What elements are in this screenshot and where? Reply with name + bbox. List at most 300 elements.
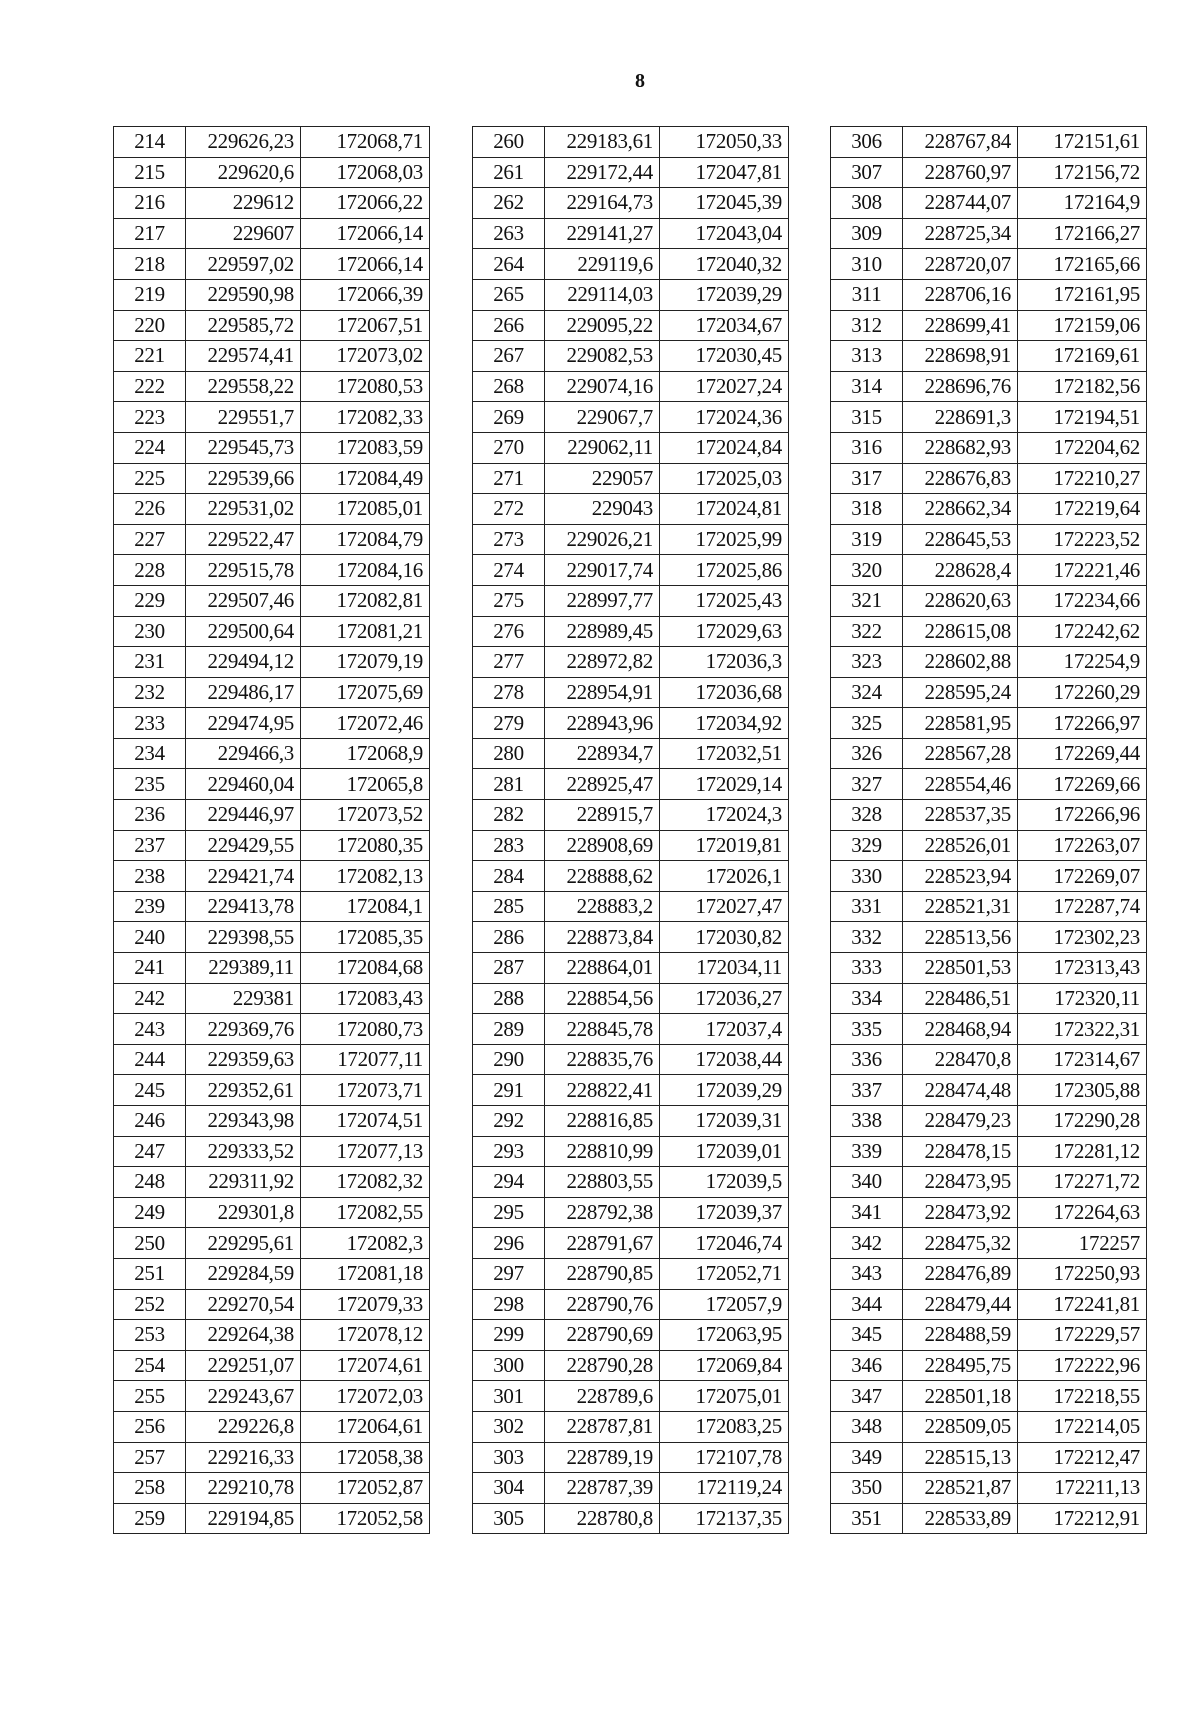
table-row [473,1197,789,1228]
y-coordinate-cell: 172066,22 [301,188,430,219]
y-coordinate-cell: 172079,19 [301,647,430,678]
table-row [114,585,430,616]
x-coordinate-cell: 229381 [186,983,301,1014]
table-row [831,157,1147,188]
x-coordinate-cell: 228810,99 [545,1136,660,1167]
x-coordinate-cell: 228816,85 [545,1106,660,1137]
table-row [114,800,430,831]
table-row [831,1320,1147,1351]
y-coordinate-cell: 172074,51 [301,1106,430,1137]
x-coordinate-cell: 229413,78 [186,891,301,922]
table-row [114,1320,430,1351]
table-row [831,1442,1147,1473]
table-row [473,1075,789,1106]
x-coordinate-cell: 228989,45 [545,616,660,647]
x-coordinate-cell: 229585,72 [186,310,301,341]
x-coordinate-cell: 229264,38 [186,1320,301,1351]
y-coordinate-cell: 172039,01 [660,1136,789,1167]
point-number-cell: 302 [473,1411,545,1442]
table-row [473,1411,789,1442]
y-coordinate-cell: 172084,49 [301,463,430,494]
y-coordinate-cell: 172027,24 [660,371,789,402]
point-number-cell: 251 [114,1258,186,1289]
table-row [114,463,430,494]
table-row [114,1106,430,1137]
x-coordinate-cell: 229194,85 [186,1503,301,1534]
table-row [831,1350,1147,1381]
y-coordinate-cell: 172040,32 [660,249,789,280]
table-row [114,127,430,158]
point-number-cell: 312 [831,310,903,341]
table-row [473,279,789,310]
point-number-cell: 271 [473,463,545,494]
y-coordinate-cell: 172058,38 [301,1442,430,1473]
x-coordinate-cell: 228943,96 [545,708,660,739]
y-coordinate-cell: 172037,4 [660,1014,789,1045]
y-coordinate-cell: 172067,51 [301,310,430,341]
x-coordinate-cell: 228934,7 [545,738,660,769]
x-coordinate-cell: 229352,61 [186,1075,301,1106]
y-coordinate-cell: 172159,06 [1018,310,1147,341]
x-coordinate-cell: 229226,8 [186,1411,301,1442]
x-coordinate-cell: 229251,07 [186,1350,301,1381]
table-row [473,310,789,341]
y-coordinate-cell: 172024,3 [660,800,789,831]
point-number-cell: 330 [831,861,903,892]
x-coordinate-cell: 228720,07 [903,249,1018,280]
table-row [473,708,789,739]
point-number-cell: 314 [831,371,903,402]
x-coordinate-cell: 228515,13 [903,1442,1018,1473]
x-coordinate-cell: 228615,08 [903,616,1018,647]
table-row [831,1381,1147,1412]
y-coordinate-cell: 172218,55 [1018,1381,1147,1412]
table-row [473,1167,789,1198]
table-row [114,1044,430,1075]
point-number-cell: 293 [473,1136,545,1167]
point-number-cell: 301 [473,1381,545,1412]
table-row [114,402,430,433]
point-number-cell: 351 [831,1503,903,1534]
point-number-cell: 319 [831,524,903,555]
table-row [831,1106,1147,1137]
table-row [473,402,789,433]
y-coordinate-cell: 172078,12 [301,1320,430,1351]
point-number-cell: 304 [473,1473,545,1504]
point-number-cell: 239 [114,891,186,922]
point-number-cell: 224 [114,432,186,463]
x-coordinate-cell: 228470,8 [903,1044,1018,1075]
y-coordinate-cell: 172211,13 [1018,1473,1147,1504]
point-number-cell: 303 [473,1442,545,1473]
table-row [831,279,1147,310]
point-number-cell: 321 [831,585,903,616]
y-coordinate-cell: 172039,31 [660,1106,789,1137]
y-coordinate-cell: 172063,95 [660,1320,789,1351]
y-coordinate-cell: 172260,29 [1018,677,1147,708]
y-coordinate-cell: 172212,47 [1018,1442,1147,1473]
table-row [114,279,430,310]
point-number-cell: 339 [831,1136,903,1167]
point-number-cell: 299 [473,1320,545,1351]
table-row [831,1503,1147,1534]
y-coordinate-cell: 172034,67 [660,310,789,341]
table-row [114,1503,430,1534]
point-number-cell: 333 [831,953,903,984]
y-coordinate-cell: 172085,35 [301,922,430,953]
x-coordinate-cell: 228620,63 [903,585,1018,616]
point-number-cell: 257 [114,1442,186,1473]
table-row [831,922,1147,953]
x-coordinate-cell: 229494,12 [186,647,301,678]
y-coordinate-cell: 172034,92 [660,708,789,739]
y-coordinate-cell: 172287,74 [1018,891,1147,922]
x-coordinate-cell: 228495,75 [903,1350,1018,1381]
table-row [473,1136,789,1167]
table-row [114,157,430,188]
point-number-cell: 267 [473,341,545,372]
y-coordinate-cell: 172057,9 [660,1289,789,1320]
point-number-cell: 226 [114,494,186,525]
y-coordinate-cell: 172314,67 [1018,1044,1147,1075]
point-number-cell: 263 [473,218,545,249]
y-coordinate-cell: 172302,23 [1018,922,1147,953]
point-number-cell: 324 [831,677,903,708]
x-coordinate-cell: 228888,62 [545,861,660,892]
point-number-cell: 273 [473,524,545,555]
point-number-cell: 305 [473,1503,545,1534]
y-coordinate-cell: 172047,81 [660,157,789,188]
x-coordinate-cell: 229597,02 [186,249,301,280]
y-coordinate-cell: 172305,88 [1018,1075,1147,1106]
x-coordinate-cell: 228790,85 [545,1258,660,1289]
table-row [114,1014,430,1045]
y-coordinate-cell: 172210,27 [1018,463,1147,494]
point-number-cell: 288 [473,983,545,1014]
x-coordinate-cell: 228501,53 [903,953,1018,984]
table-row [114,708,430,739]
point-number-cell: 250 [114,1228,186,1259]
x-coordinate-cell: 228698,91 [903,341,1018,372]
table-row [473,616,789,647]
point-number-cell: 336 [831,1044,903,1075]
x-coordinate-cell: 229398,55 [186,922,301,953]
point-number-cell: 346 [831,1350,903,1381]
x-coordinate-cell: 228780,8 [545,1503,660,1534]
point-number-cell: 322 [831,616,903,647]
table-row [114,953,430,984]
x-coordinate-cell: 229460,04 [186,769,301,800]
x-coordinate-cell: 228789,19 [545,1442,660,1473]
coordinates-table-2 [472,126,789,1534]
y-coordinate-cell: 172194,51 [1018,402,1147,433]
x-coordinate-cell: 229612 [186,188,301,219]
point-number-cell: 244 [114,1044,186,1075]
point-number-cell: 290 [473,1044,545,1075]
x-coordinate-cell: 229522,47 [186,524,301,555]
y-coordinate-cell: 172271,72 [1018,1167,1147,1198]
x-coordinate-cell: 228925,47 [545,769,660,800]
x-coordinate-cell: 228864,01 [545,953,660,984]
table-row [473,647,789,678]
y-coordinate-cell: 172068,03 [301,157,430,188]
table-row [114,616,430,647]
y-coordinate-cell: 172019,81 [660,830,789,861]
point-number-cell: 231 [114,647,186,678]
y-coordinate-cell: 172025,03 [660,463,789,494]
table-row [831,524,1147,555]
x-coordinate-cell: 229243,67 [186,1381,301,1412]
table-row [114,494,430,525]
y-coordinate-cell: 172257 [1018,1228,1147,1259]
table-row [473,738,789,769]
x-coordinate-cell: 228595,24 [903,677,1018,708]
x-coordinate-cell: 228790,69 [545,1320,660,1351]
table-row [473,432,789,463]
point-number-cell: 253 [114,1320,186,1351]
table-row [473,1014,789,1045]
x-coordinate-cell: 228581,95 [903,708,1018,739]
point-number-cell: 280 [473,738,545,769]
y-coordinate-cell: 172043,04 [660,218,789,249]
x-coordinate-cell: 229590,98 [186,279,301,310]
point-number-cell: 323 [831,647,903,678]
x-coordinate-cell: 228915,7 [545,800,660,831]
x-coordinate-cell: 229343,98 [186,1106,301,1137]
x-coordinate-cell: 228521,87 [903,1473,1018,1504]
table-row [473,983,789,1014]
point-number-cell: 334 [831,983,903,1014]
table-row [831,1167,1147,1198]
y-coordinate-cell: 172069,84 [660,1350,789,1381]
y-coordinate-cell: 172073,52 [301,800,430,831]
y-coordinate-cell: 172204,62 [1018,432,1147,463]
table-row [114,891,430,922]
x-coordinate-cell: 229164,73 [545,188,660,219]
table-row [114,524,430,555]
point-number-cell: 298 [473,1289,545,1320]
table-row [831,1258,1147,1289]
table-row [473,769,789,800]
x-coordinate-cell: 228854,56 [545,983,660,1014]
table-row [473,1289,789,1320]
y-coordinate-cell: 172264,63 [1018,1197,1147,1228]
y-coordinate-cell: 172164,9 [1018,188,1147,219]
x-coordinate-cell: 228676,83 [903,463,1018,494]
x-coordinate-cell: 228468,94 [903,1014,1018,1045]
x-coordinate-cell: 228696,76 [903,371,1018,402]
y-coordinate-cell: 172024,36 [660,402,789,433]
x-coordinate-cell: 229359,63 [186,1044,301,1075]
table-row [831,463,1147,494]
point-number-cell: 247 [114,1136,186,1167]
x-coordinate-cell: 229119,6 [545,249,660,280]
x-coordinate-cell: 228523,94 [903,861,1018,892]
x-coordinate-cell: 229558,22 [186,371,301,402]
table-row [473,1350,789,1381]
table-row [831,953,1147,984]
point-number-cell: 289 [473,1014,545,1045]
x-coordinate-cell: 228533,89 [903,1503,1018,1534]
y-coordinate-cell: 172269,07 [1018,861,1147,892]
y-coordinate-cell: 172269,66 [1018,769,1147,800]
point-number-cell: 218 [114,249,186,280]
point-number-cell: 325 [831,708,903,739]
x-coordinate-cell: 228474,48 [903,1075,1018,1106]
x-coordinate-cell: 229474,95 [186,708,301,739]
point-number-cell: 320 [831,555,903,586]
x-coordinate-cell: 229507,46 [186,585,301,616]
y-coordinate-cell: 172024,84 [660,432,789,463]
x-coordinate-cell: 229284,59 [186,1258,301,1289]
point-number-cell: 306 [831,127,903,158]
table-row [114,188,430,219]
y-coordinate-cell: 172072,46 [301,708,430,739]
table-row [114,1197,430,1228]
table-row [831,555,1147,586]
y-coordinate-cell: 172077,11 [301,1044,430,1075]
x-coordinate-cell: 228725,34 [903,218,1018,249]
x-coordinate-cell: 228790,28 [545,1350,660,1381]
x-coordinate-cell: 228997,77 [545,585,660,616]
y-coordinate-cell: 172068,9 [301,738,430,769]
x-coordinate-cell: 228972,82 [545,647,660,678]
x-coordinate-cell: 228760,97 [903,157,1018,188]
x-coordinate-cell: 229515,78 [186,555,301,586]
y-coordinate-cell: 172182,56 [1018,371,1147,402]
x-coordinate-cell: 229210,78 [186,1473,301,1504]
point-number-cell: 342 [831,1228,903,1259]
table-row [831,1075,1147,1106]
y-coordinate-cell: 172079,33 [301,1289,430,1320]
point-number-cell: 294 [473,1167,545,1198]
y-coordinate-cell: 172212,91 [1018,1503,1147,1534]
x-coordinate-cell: 228792,38 [545,1197,660,1228]
point-number-cell: 249 [114,1197,186,1228]
y-coordinate-cell: 172084,79 [301,524,430,555]
table-row [473,800,789,831]
point-number-cell: 237 [114,830,186,861]
point-number-cell: 235 [114,769,186,800]
y-coordinate-cell: 172083,25 [660,1411,789,1442]
y-coordinate-cell: 172234,66 [1018,585,1147,616]
x-coordinate-cell: 228787,81 [545,1411,660,1442]
table-row [831,494,1147,525]
x-coordinate-cell: 229295,61 [186,1228,301,1259]
table-row [831,800,1147,831]
y-coordinate-cell: 172052,87 [301,1473,430,1504]
table-row [473,127,789,158]
point-number-cell: 265 [473,279,545,310]
x-coordinate-cell: 229466,3 [186,738,301,769]
y-coordinate-cell: 172081,18 [301,1258,430,1289]
y-coordinate-cell: 172034,11 [660,953,789,984]
point-number-cell: 278 [473,677,545,708]
table-row [114,1075,430,1106]
y-coordinate-cell: 172084,68 [301,953,430,984]
x-coordinate-cell: 228486,51 [903,983,1018,1014]
table-row [831,1136,1147,1167]
table-row [114,647,430,678]
x-coordinate-cell: 229421,74 [186,861,301,892]
x-coordinate-cell: 228628,4 [903,555,1018,586]
point-number-cell: 284 [473,861,545,892]
point-number-cell: 277 [473,647,545,678]
table-row [473,218,789,249]
y-coordinate-cell: 172052,71 [660,1258,789,1289]
table-row [831,647,1147,678]
x-coordinate-cell: 228479,23 [903,1106,1018,1137]
y-coordinate-cell: 172137,35 [660,1503,789,1534]
x-coordinate-cell: 229311,92 [186,1167,301,1198]
point-number-cell: 332 [831,922,903,953]
x-coordinate-cell: 229607 [186,218,301,249]
x-coordinate-cell: 229172,44 [545,157,660,188]
point-number-cell: 230 [114,616,186,647]
y-coordinate-cell: 172024,81 [660,494,789,525]
table-row [831,188,1147,219]
x-coordinate-cell: 228803,55 [545,1167,660,1198]
point-number-cell: 341 [831,1197,903,1228]
point-number-cell: 232 [114,677,186,708]
table-row [114,1442,430,1473]
table-row [831,861,1147,892]
point-number-cell: 326 [831,738,903,769]
point-number-cell: 214 [114,127,186,158]
y-coordinate-cell: 172073,71 [301,1075,430,1106]
table-row [114,371,430,402]
point-number-cell: 219 [114,279,186,310]
y-coordinate-cell: 172039,5 [660,1167,789,1198]
point-number-cell: 262 [473,188,545,219]
table-row [473,1044,789,1075]
point-number-cell: 276 [473,616,545,647]
point-number-cell: 283 [473,830,545,861]
y-coordinate-cell: 172068,71 [301,127,430,158]
table-row [831,585,1147,616]
point-number-cell: 281 [473,769,545,800]
table-row [473,524,789,555]
table-row [473,341,789,372]
x-coordinate-cell: 229369,76 [186,1014,301,1045]
y-coordinate-cell: 172025,43 [660,585,789,616]
table-row [473,1381,789,1412]
y-coordinate-cell: 172072,03 [301,1381,430,1412]
point-number-cell: 246 [114,1106,186,1137]
x-coordinate-cell: 229095,22 [545,310,660,341]
table-row [473,830,789,861]
y-coordinate-cell: 172084,1 [301,891,430,922]
table-row [114,830,430,861]
table-row [114,1228,430,1259]
table-row [831,1473,1147,1504]
point-number-cell: 329 [831,830,903,861]
point-number-cell: 256 [114,1411,186,1442]
table-row [114,1167,430,1198]
table-row [473,157,789,188]
point-number-cell: 350 [831,1473,903,1504]
table-row [114,677,430,708]
x-coordinate-cell: 229531,02 [186,494,301,525]
point-number-cell: 261 [473,157,545,188]
point-number-cell: 248 [114,1167,186,1198]
x-coordinate-cell: 228513,56 [903,922,1018,953]
x-coordinate-cell: 229620,6 [186,157,301,188]
y-coordinate-cell: 172250,93 [1018,1258,1147,1289]
x-coordinate-cell: 228537,35 [903,800,1018,831]
y-coordinate-cell: 172029,14 [660,769,789,800]
point-number-cell: 285 [473,891,545,922]
